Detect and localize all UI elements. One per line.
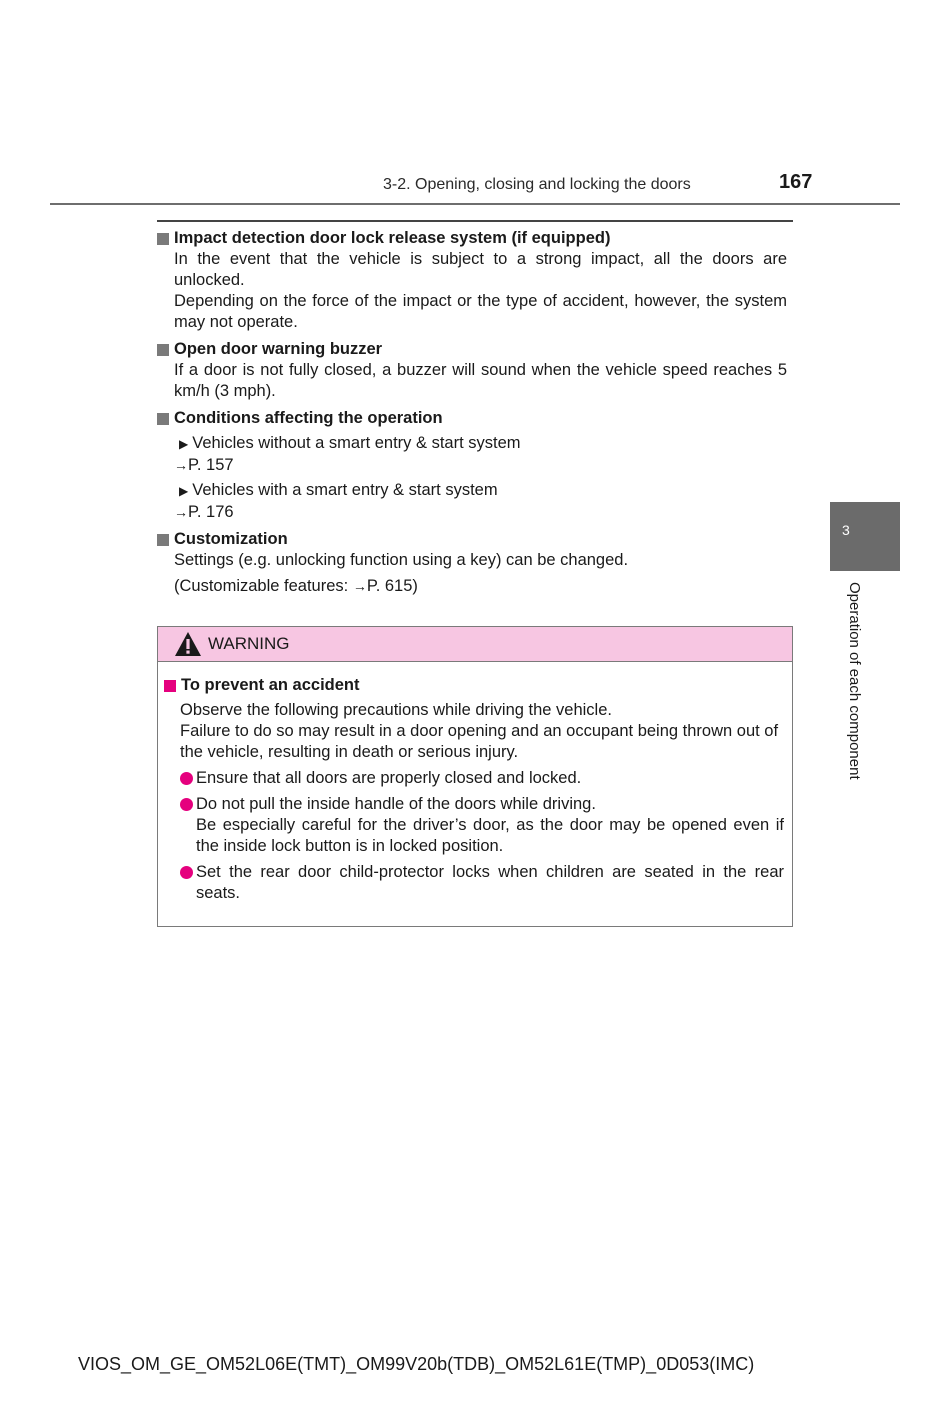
right-arrow-icon: → xyxy=(174,457,188,473)
main-content xyxy=(157,228,787,603)
warning-body xyxy=(158,662,792,904)
features-prefix: (Customizable features: xyxy=(174,577,353,595)
section-heading xyxy=(157,228,787,249)
square-bullet-icon xyxy=(157,233,169,245)
square-bullet-icon xyxy=(157,413,169,425)
section-heading xyxy=(157,529,787,550)
paragraph: In the event that the vehicle is subject to a strong impact, all the doors are unlocked. xyxy=(174,250,787,289)
reference-text: P. 176 xyxy=(188,503,234,521)
reference-text: P. 157 xyxy=(188,456,234,474)
warning-label: WARNING xyxy=(208,634,290,653)
bullet-text: Do not pull the inside handle of the doors while driving. xyxy=(196,795,596,813)
paragraph: If a door is not fully closed, a buzzer will sound when the vehicle speed reaches 5 km/h (3 mph). xyxy=(174,361,787,400)
square-bullet-icon xyxy=(157,534,169,546)
section-impact xyxy=(157,228,787,333)
list-item-text: Vehicles without a smart entry & start system xyxy=(192,434,521,452)
customizable-features-line xyxy=(174,576,787,597)
heading-text: Open door warning buzzer xyxy=(174,340,383,358)
pink-circle-icon xyxy=(180,772,193,785)
triangle-bullet-icon: ▶ xyxy=(179,437,189,451)
bullet-text: Set the rear door child-protector locks when children are seated in the rear seats. xyxy=(196,863,784,902)
footer-doc-code: VIOS_OM_GE_OM52L06E(TMT)_OM99V20b(TDB)_OM52L61E(TMP)_0D053(IMC) xyxy=(78,1354,755,1374)
header-rule xyxy=(50,203,900,205)
list-item xyxy=(179,480,787,502)
bullet-text: Ensure that all doors are properly closed and locked. xyxy=(196,769,582,787)
warning-paragraph: Observe the following precautions while driving the vehicle. xyxy=(180,701,612,719)
page-reference-link[interactable] xyxy=(174,502,787,523)
bullet-text-group xyxy=(196,794,784,857)
list-item xyxy=(179,433,787,455)
page-reference-link[interactable] xyxy=(174,455,787,476)
pink-square-bullet-icon xyxy=(164,680,176,692)
heading-text: Conditions affecting the operation xyxy=(174,409,443,427)
paragraph: Settings (e.g. unlocking function using a key) can be changed. xyxy=(174,551,629,569)
triangle-bullet-icon: ▶ xyxy=(179,484,189,498)
warning-bullet xyxy=(180,794,784,857)
warning-bullet xyxy=(180,862,784,904)
section-buzzer xyxy=(157,339,787,402)
reference-text: P. 615) xyxy=(366,577,418,595)
paragraph: Depending on the force of the impact or the type of accident, however, the system may not operate. xyxy=(174,292,787,331)
warning-header xyxy=(158,627,792,662)
section-rule xyxy=(157,220,793,222)
page-reference-link[interactable] xyxy=(353,577,418,595)
warning-box xyxy=(157,626,793,927)
chapter-number: 3 xyxy=(842,522,850,538)
warning-paragraph: Failure to do so may result in a door opening and an occupant being thrown out of the vehicle, resulting in death or serious injury. xyxy=(180,722,779,761)
warning-triangle-icon xyxy=(174,631,202,657)
heading-text: To prevent an accident xyxy=(181,676,360,694)
chapter-tab[interactable] xyxy=(830,502,900,571)
right-arrow-icon: → xyxy=(352,578,367,594)
list-item-text: Vehicles with a smart entry & start system xyxy=(192,481,498,499)
section-customization xyxy=(157,529,787,597)
heading-text: Customization xyxy=(174,530,288,548)
section-conditions xyxy=(157,408,787,523)
heading-text: Impact detection door lock release system (if equipped) xyxy=(174,229,611,247)
running-header: 3-2. Opening, closing and locking the doors xyxy=(383,176,691,193)
page-number: 167 xyxy=(779,171,813,193)
section-heading xyxy=(157,408,787,429)
chapter-side-title: Operation of each component xyxy=(846,582,863,780)
bullet-text: Be especially careful for the driver’s door, as the door may be opened even if the inside lock button is in locked position. xyxy=(196,816,784,855)
pink-circle-icon xyxy=(180,798,193,811)
square-bullet-icon xyxy=(157,344,169,356)
warning-bullet xyxy=(180,768,784,789)
right-arrow-icon: → xyxy=(174,504,188,520)
section-heading xyxy=(157,339,787,360)
pink-circle-icon xyxy=(180,866,193,879)
warning-heading xyxy=(164,675,784,696)
